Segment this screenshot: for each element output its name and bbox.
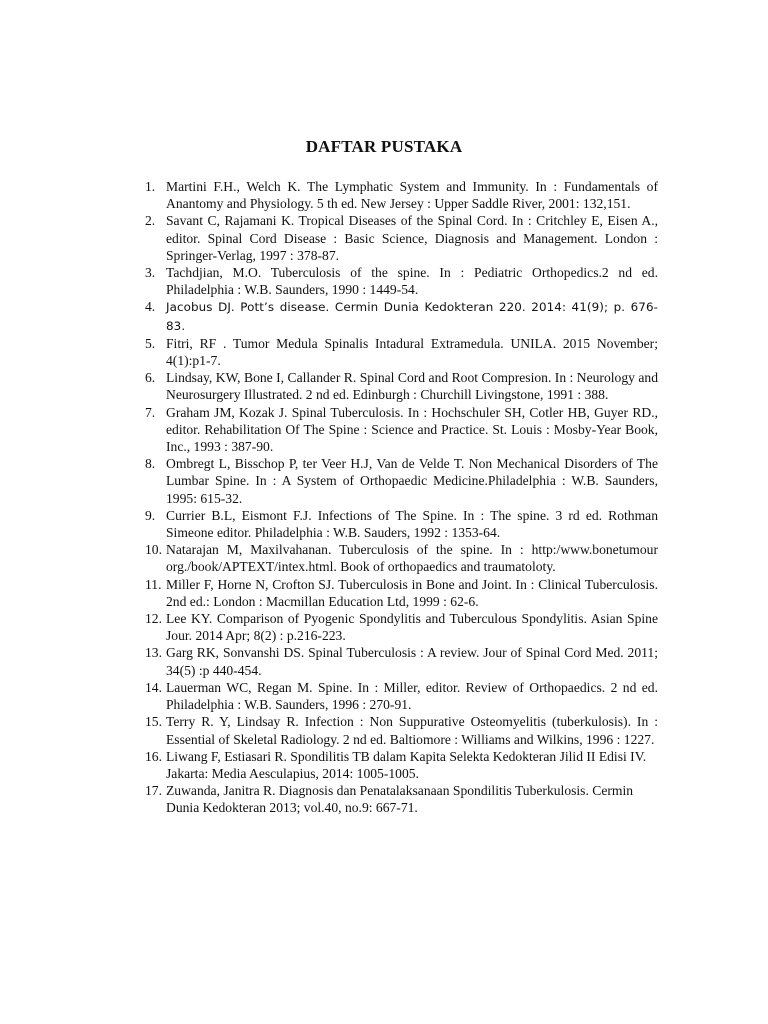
reference-number: 17.	[145, 783, 162, 799]
reference-item	[145, 455, 658, 507]
reference-item	[145, 264, 658, 298]
reference-number: 11.	[145, 576, 162, 592]
reference-item	[145, 298, 658, 334]
reference-text: Lee KY. Comparison of Pyogenic Spondylitis and Tuberculous Spondylitis. Asian Spine Jour. 2014 Apr; 8(2) : p.216-223.	[166, 611, 658, 644]
reference-number: 3.	[145, 265, 156, 281]
reference-item	[145, 178, 658, 212]
reference-text: Currier B.L, Eismont F.J. Infections of The Spine. In : The spine. 3 rd ed. Rothman Simeone editor. Philadelphia : W.B. Sauders, 1992 : 1353-64.	[166, 507, 658, 541]
reference-item	[145, 335, 658, 369]
reference-number: 7.	[145, 404, 156, 420]
reference-text: Terry R. Y, Lindsay R. Infection : Non Suppurative Osteomyelitis (tuberkulosis). In : Essential of Skeletal Radiology. 2 nd ed. Baltiomore : Williams and Wilkins, 1996 : 1227.	[166, 714, 658, 747]
reference-item	[145, 713, 658, 747]
reference-text: Tachdjian, M.O. Tuberculosis of the spine. In : Pediatric Orthopedics.2 nd ed. Philadelphia : W.B. Saunders, 1990 : 1449-54.	[166, 265, 658, 298]
reference-text: Jacobus DJ. Pott’s disease. Cermin Dunia Kedokteran 220. 2014: 41(9); p. 676-83.	[166, 300, 658, 333]
reference-item	[145, 644, 658, 678]
reference-number: 2.	[145, 213, 156, 229]
reference-item	[145, 748, 658, 782]
reference-text: Lauerman WC, Regan M. Spine. In : Miller, editor. Review of Orthopaedics. 2 nd ed. Philadelphia : W.B. Saunders, 1996 : 270-91.	[166, 679, 658, 713]
reference-text: Martini F.H., Welch K. The Lymphatic System and Immunity. In : Fundamentals of Anantomy and Physiology. 5 th ed. New Jersey : Upper Saddle River, 2001: 132,151.	[166, 179, 658, 212]
reference-text: Liwang F, Estiasari R. Spondilitis TB dalam Kapita Selekta Kedokteran Jilid II Edisi IV. Jakarta: Media Aesculapius, 2014: 1005-1005.	[166, 748, 647, 781]
reference-item	[145, 507, 658, 541]
reference-number: 4.	[145, 299, 156, 315]
reference-number: 13.	[145, 645, 162, 661]
reference-item	[145, 576, 658, 610]
reference-number: 6.	[145, 370, 156, 386]
reference-item	[145, 369, 658, 403]
reference-number: 1.	[145, 179, 156, 194]
reference-item	[145, 679, 658, 713]
reference-number: 16.	[145, 748, 162, 764]
reference-text: Zuwanda, Janitra R. Diagnosis dan Penatalaksanaan Spondilitis Tuberkulosis. Cermin Dunia Kedokteran 2013; vol.40, no.9: 667-71.	[166, 783, 634, 816]
reference-text: Ombregt L, Bisschop P, ter Veer H.J, Van de Velde T. Non Mechanical Disorders of The Lumbar Spine. In : A System of Orthopaedic Medicine.Philadelphia : W.B. Saunders, 1995: 615-32.	[166, 456, 658, 506]
reference-number: 15.	[145, 714, 162, 730]
reference-text: Garg RK, Sonvanshi DS. Spinal Tuberculosis : A review. Jour of Spinal Cord Med. 2011; 34(5) :p 440-454.	[166, 645, 658, 678]
reference-item	[145, 404, 658, 456]
page-title: DAFTAR PUSTAKA	[305, 137, 463, 156]
reference-number: 10.	[145, 542, 162, 558]
reference-text: Graham JM, Kozak J. Spinal Tuberculosis. In : Hochschuler SH, Cotler HB, Guyer RD., editor. Rehabilitation Of The Spine : Science and Practice. St. Louis : Mosby-Year Book, Inc., 1993 : 387-90.	[166, 404, 658, 455]
reference-text: Savant C, Rajamani K. Tropical Diseases of the Spinal Cord. In : Critchley E, Eisen A., editor. Spinal Cord Disease : Basic Science, Diagnosis and Management. London : Springer-Verlag, 1997 : 378-87.	[166, 213, 658, 263]
reference-item	[145, 782, 658, 816]
reference-item	[145, 541, 658, 575]
reference-item	[145, 610, 658, 644]
reference-number: 14.	[145, 679, 162, 695]
reference-list	[145, 178, 658, 817]
reference-number: 5.	[145, 335, 156, 351]
reference-text: Fitri, RF . Tumor Medula Spinalis Intadural Extramedula. UNILA. 2015 November; 4(1):p1-7.	[166, 335, 658, 369]
reference-text: Miller F, Horne N, Crofton SJ. Tuberculosis in Bone and Joint. In : Clinical Tuberculosis. 2nd ed.: London : Macmillan Education Ltd, 1999 : 62-6.	[166, 576, 658, 609]
reference-text: Lindsay, KW, Bone I, Callander R. Spinal Cord and Root Compresion. In : Neurology and Neurosurgery Illustrated. 2 nd ed. Edinburgh : Churchill Livingstone, 1991 : 388.	[166, 370, 658, 403]
reference-number: 8.	[145, 456, 156, 472]
reference-item	[145, 212, 658, 264]
reference-number: 9.	[145, 507, 156, 523]
reference-text: Natarajan M, Maxilvahanan. Tuberculosis of the spine. In : http:/www.bonetumour org./book/APTEXT/intex.html. Book of orthopaedics and traumatoloty.	[166, 542, 658, 575]
reference-number: 12.	[145, 611, 162, 627]
